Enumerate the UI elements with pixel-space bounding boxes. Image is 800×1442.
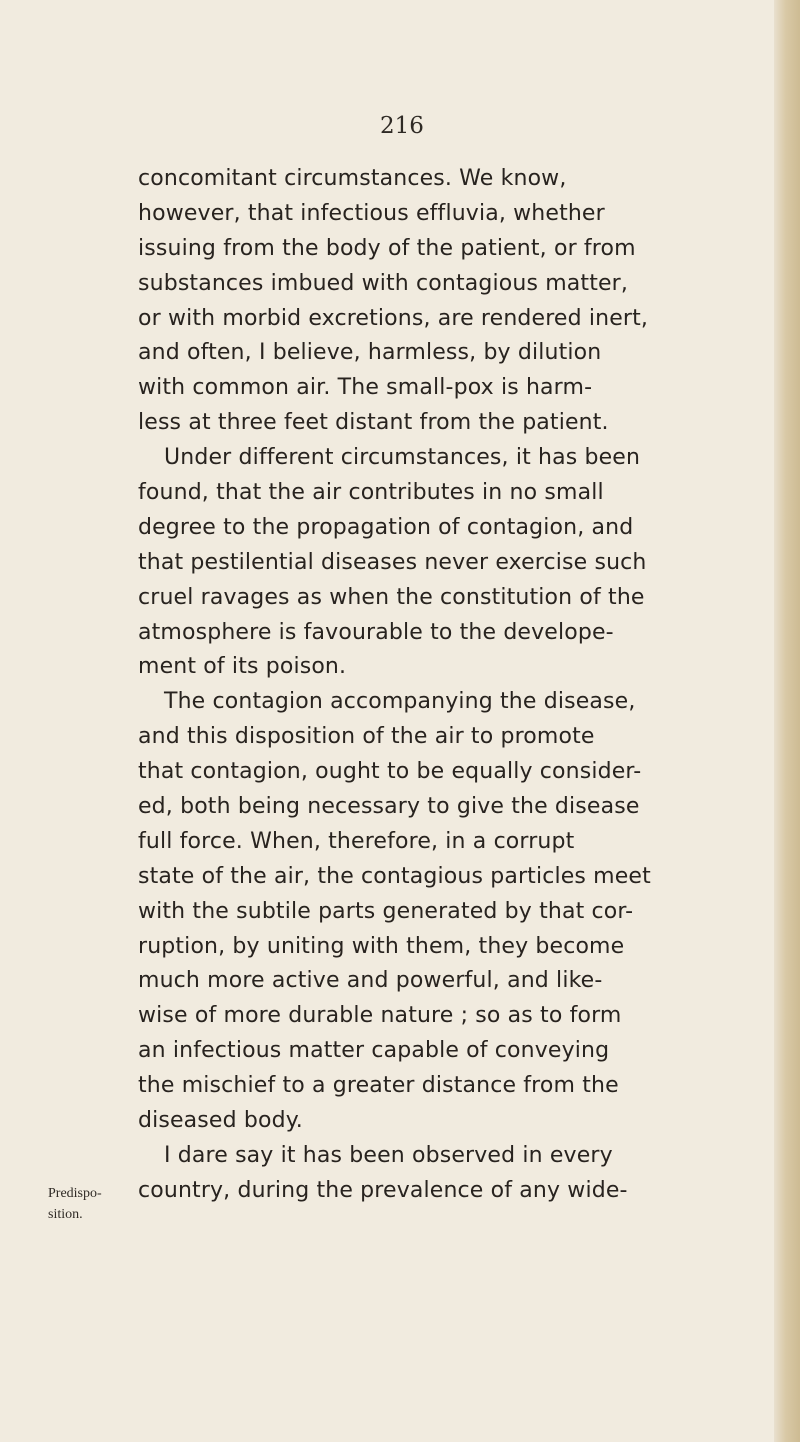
text-line: and this disposition of the air to promote: [138, 724, 595, 750]
margin-note-line: Predispo-: [48, 1186, 102, 1201]
text-line: wise of more durable nature ; so as to form: [138, 1003, 622, 1029]
page-number: 216: [380, 113, 424, 139]
text-line: an infectious matter capable of conveying: [138, 1038, 610, 1064]
text-line: much more active and powerful, and like-: [138, 968, 603, 994]
text-line: issuing from the body of the patient, or from: [138, 235, 636, 261]
text-line: I dare say it has been observed in every: [164, 1142, 613, 1168]
text-line: state of the air, the contagious particles meet: [138, 863, 651, 889]
text-line: The contagion accompanying the disease,: [164, 689, 636, 715]
text-line: diseased body.: [138, 1108, 303, 1134]
margin-note: [48, 1183, 128, 1225]
text-line: found, that the air contributes in no small: [138, 480, 604, 506]
margin-note-line: sition.: [48, 1207, 83, 1222]
text-line: that contagion, ought to be equally consider-: [138, 759, 642, 785]
text-line: less at three feet distant from the patient.: [138, 410, 609, 436]
text-line: or with morbid excretions, are rendered inert,: [138, 305, 649, 331]
text-line: Under different circumstances, it has been: [164, 445, 641, 471]
text-line: degree to the propagation of contagion, and: [138, 514, 634, 540]
text-line: ruption, by uniting with them, they become: [138, 933, 625, 959]
text-line: country, during the prevalence of any wide-: [138, 1177, 628, 1203]
text-line: full force. When, therefore, in a corrupt: [138, 828, 575, 854]
body-text: [138, 162, 758, 1209]
text-line: with common air. The small-pox is harm-: [138, 375, 593, 401]
text-line: and often, I believe, harmless, by dilution: [138, 340, 602, 366]
text-line: with the subtile parts generated by that cor-: [138, 898, 634, 924]
text-line: substances imbued with contagious matter,: [138, 270, 629, 296]
page-edge-shadow: [774, 0, 800, 1442]
text-line: ed, both being necessary to give the disease: [138, 794, 640, 820]
text-line: however, that infectious effluvia, whether: [138, 200, 605, 226]
text-line: the mischief to a greater distance from the: [138, 1073, 619, 1099]
text-line: cruel ravages as when the constitution of the: [138, 584, 645, 610]
text-line: concomitant circumstances. We know,: [138, 166, 567, 191]
text-line: that pestilential diseases never exercise such: [138, 549, 647, 575]
text-line: atmosphere is favourable to the develope-: [138, 619, 614, 645]
text-line: ment of its poison.: [138, 654, 347, 680]
